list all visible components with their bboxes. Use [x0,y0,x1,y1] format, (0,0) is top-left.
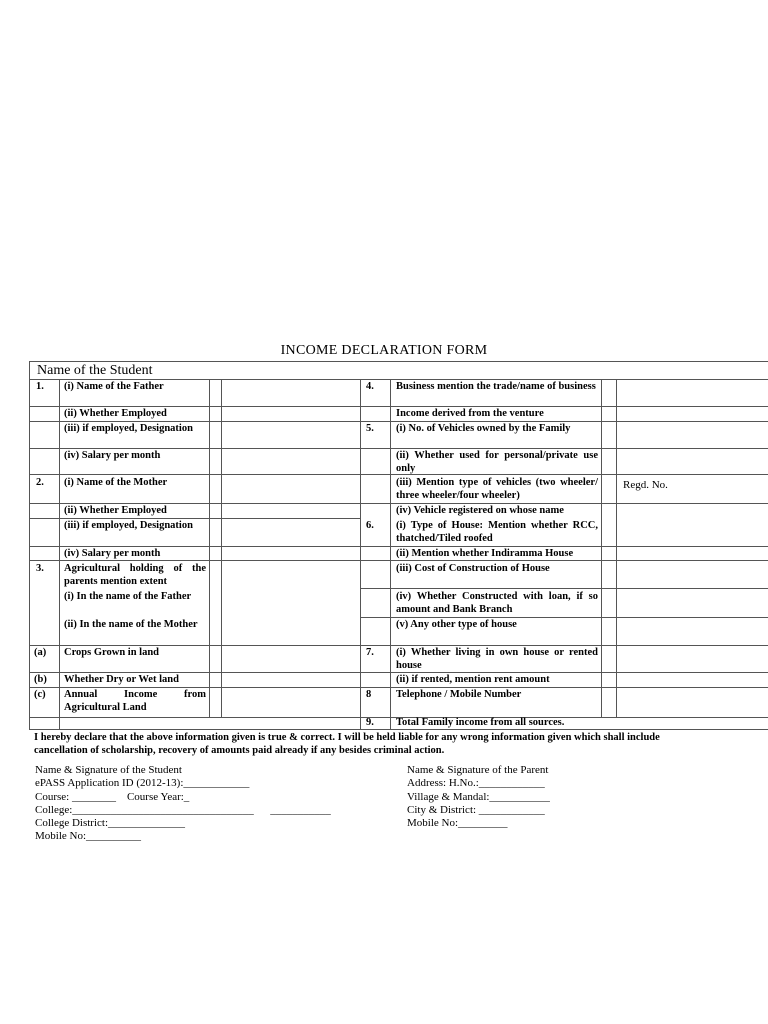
vehicles-count-label: (i) No. of Vehicles owned by the Family [396,423,571,434]
agri-mother-label: (ii) In the name of the Mother [64,619,198,630]
telephone-label: Telephone / Mobile Number [396,689,522,700]
form-title: INCOME DECLARATION FORM [280,343,488,358]
rent-label: (ii) if rented, mention rent amount [396,674,550,685]
row-number-6: 6. [366,520,374,531]
row-number-2: 2. [36,477,44,488]
mother-employed-label: (ii) Whether Employed [64,505,167,516]
income-declaration-table [29,361,768,730]
mother-salary-label: (iv) Salary per month [64,548,161,559]
crops-label: Crops Grown in land [64,647,160,658]
regd-no-label: Regd. No. [623,479,668,491]
row-letter-a: (a) [34,647,47,658]
vehicle-registered-label: (iv) Vehicle registered on whose name [396,505,564,516]
other-house-label: (v) Any other type of house [396,619,517,630]
annual-income-label: Annual Income from Agricultural Land [64,689,206,713]
row-letter-c: (c) [34,689,46,700]
dry-wet-label: Whether Dry or Wet land [64,674,179,685]
row-number-4: 4. [366,381,374,392]
father-designation-label: (iii) if employed, Designation [64,423,193,434]
house-type-label: (i) Type of House: Mention whether RCC, thatched/Tiled roofed [396,520,598,544]
indiramma-house-label: (ii) Mention whether Indiramma House [396,548,574,559]
total-income-label: Total Family income from all sources. [396,717,565,728]
venture-income-label: Income derived from the venture [396,408,544,419]
vehicles-type-label: (iii) Mention type of vehicles (two wheeler/ three wheeler/four wheeler) [396,477,598,501]
row-number-9: 9. [366,717,374,728]
row-number-7: 7. [366,647,374,658]
student-name-label: Name of the Student [37,363,153,378]
vehicles-use-label: (ii) Whether used for personal/private use only [396,450,598,474]
mother-name-label: (i) Name of the Mother [64,477,168,488]
row-number-3: 3. [36,563,44,574]
row-number-8: 8 [366,689,372,700]
mother-designation-label: (iii) if employed, Designation [64,520,193,531]
row-number-5: 5. [366,423,374,434]
row-letter-b: (b) [34,674,47,685]
row-number-1: 1. [36,381,44,392]
father-employed-label: (ii) Whether Employed [64,408,167,419]
student-signature-block: Name & Signature of the Student ePASS Application ID (2012-13):____________ Course: ________ Course Year:_ College:_________________________________ ___________ College District:______________ Mobile No:__________ [35,764,331,843]
construction-cost-label: (iii) Cost of Construction of House [396,563,550,574]
loan-label: (iv) Whether Constructed with loan, if so amount and Bank Branch [396,591,598,615]
father-salary-label: (iv) Salary per month [64,450,161,461]
agri-father-label: (i) In the name of the Father [64,591,192,602]
declaration-text: I hereby declare that the above information given is true & correct. I will be held liable for any wrong information given which shall include cancellation of scholarship, recovery of amounts paid already if any besides criminal action. [34,732,660,756]
parent-signature-block: Name & Signature of the Parent Address: H.No.:____________ Village & Mandal:___________ City & District: ____________ Mobile No:_________ [407,764,550,830]
agricultural-holding-label: Agricultural holding of the parents mention extent [64,563,206,587]
own-house-label: (i) Whether living in own house or rented house [396,647,598,671]
business-label: Business mention the trade/name of business [396,381,596,392]
father-name-label: (i) Name of the Father [64,381,164,392]
